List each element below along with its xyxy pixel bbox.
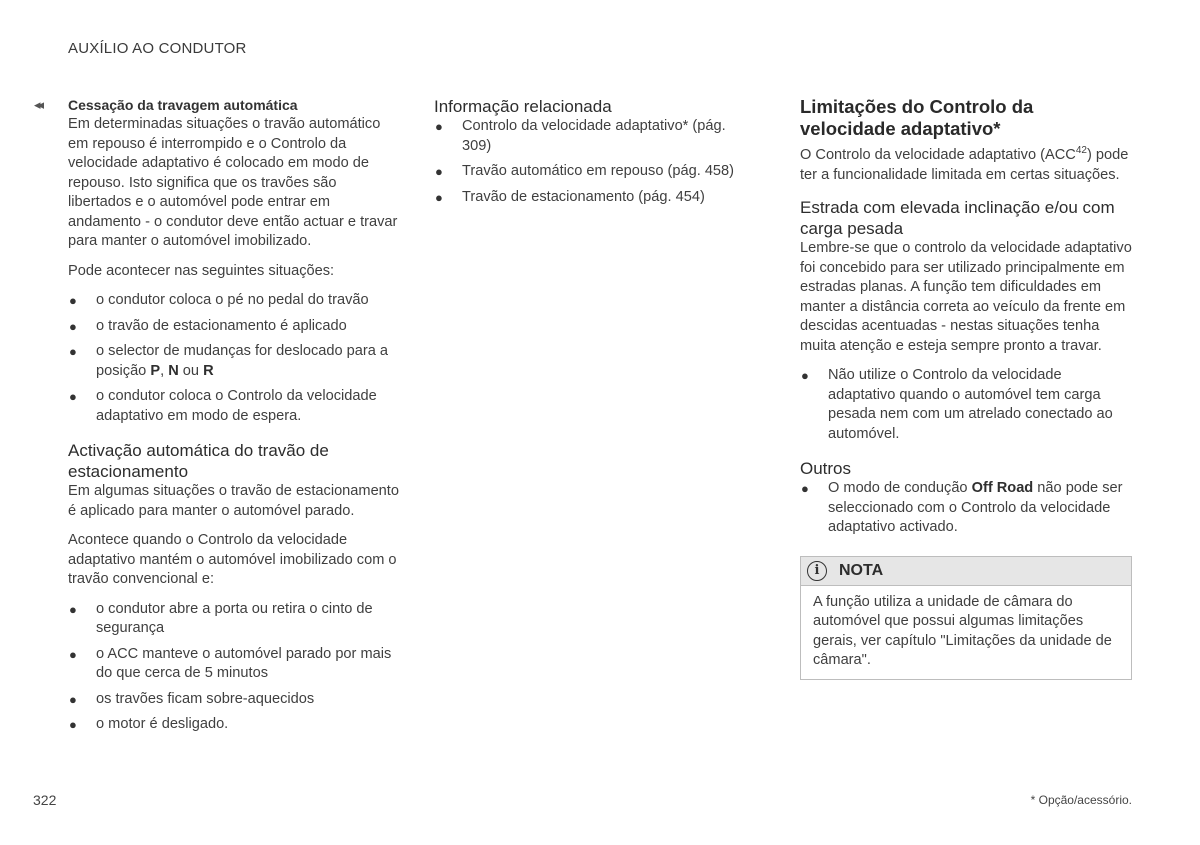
heading-slope-load: Estrada com elevada inclinação e/ou com carga pesada <box>800 198 1115 238</box>
bullet-icon: ● <box>69 717 77 732</box>
paragraph: O Controlo da velocidade adaptativo (ACC$^{42}$) pode ter a funcionalidade limitada em certas situações. <box>800 145 1129 183</box>
paragraph: Acontece quando o Controlo da velocidade adaptativo mantém o automóvel imobilizado com o travão convencional e: <box>68 532 397 587</box>
bullet-icon: ● <box>801 481 809 496</box>
heading-parking-brake: Activação automática do travão de estacionamento <box>68 441 329 481</box>
paragraph: Pode acontecer nas seguintes situações: <box>68 262 335 279</box>
note-title: NOTA <box>839 561 884 579</box>
list-item: ● o condutor coloca o pé no pedal do travão <box>68 291 403 311</box>
bullet-icon: ● <box>435 189 443 205</box>
list-item: ● os travões ficam sobre-aquecidos <box>68 690 403 710</box>
section-title-limitations: Limitações do Controlo da velocidade adaptativo* <box>800 96 1034 139</box>
list-item: ● o condutor abre a porta ou retira o cinto de segurança <box>69 600 373 636</box>
bullet-icon: ● <box>801 368 809 383</box>
list-item: ● O modo de condução Off Road não pode ser seleccionado com o Controlo da velocidade adaptativo activado. <box>801 480 1123 535</box>
bullet-icon: ● <box>435 119 443 134</box>
bullet-icon: ● <box>69 691 77 707</box>
note-header <box>801 557 1131 586</box>
condition-list <box>68 600 403 735</box>
bullet-icon: ● <box>69 344 77 359</box>
list-item: ● Não utilize o Controlo da velocidade adaptativo quando o automóvel tem carga pesada nem com um atrelado conectado ao automóvel. <box>801 367 1113 442</box>
note-body: A função utiliza a unidade de câmara do automóvel que possui algumas limitações gerais, ver capítulo "Limitações da unidade de câmara". <box>813 593 1112 668</box>
slope-list <box>800 366 1132 444</box>
column-left <box>68 96 403 745</box>
list-item: ● o motor é desligado. <box>68 715 403 735</box>
note-box <box>800 556 1132 680</box>
bullet-icon: ● <box>69 601 77 617</box>
heading-related-info: Informação relacionada <box>434 97 612 116</box>
related-link[interactable]: ● Controlo da velocidade adaptativo* (pág. 309) <box>435 118 726 154</box>
list-item: ● o condutor coloca o Controlo da velocidade adaptativo em modo de espera. <box>69 388 377 424</box>
list-item: ● o selector de mudanças for deslocado para a posição P, N ou R <box>69 343 389 379</box>
column-middle <box>434 96 754 217</box>
situation-list <box>68 291 403 426</box>
subheading-brake-release: Cessação da travagem automática <box>68 97 298 113</box>
related-link[interactable]: ● Travão automático em repouso (pág. 458) <box>434 162 754 182</box>
bullet-icon: ● <box>69 318 77 334</box>
back-arrow-icon[interactable]: ◂◂ <box>34 97 42 112</box>
page-header: AUXÍLIO AO CONDUTOR <box>68 40 247 57</box>
list-item: ● o ACC manteve o automóvel parado por mais do que cerca de 5 minutos <box>69 645 392 681</box>
related-links-list <box>434 117 754 207</box>
page-number: 322 <box>33 792 57 808</box>
paragraph: Em determinadas situações o travão automático em repouso é interrompido e o Controlo da velocidade adaptativo é colocado em modo de repouso. Isto significa que os travões são libertados e o automóvel pode entrar em andamento - o condutor deve então actuar e travar para manter o automóvel imobilizado. <box>68 116 398 249</box>
info-icon: i <box>807 561 827 581</box>
bullet-icon: ● <box>435 164 443 179</box>
paragraph: Lembre-se que o controlo da velocidade adaptativo foi concebido para ser utilizado principalmente em estradas planas. A função tem dificuldades em manter a distância correta ao veículo da frente em descidas acentuadas - nestas situações tenha muita atenção e esteja sempre pronto a travar. <box>800 240 1132 354</box>
column-right <box>800 96 1132 680</box>
bullet-icon: ● <box>69 646 77 662</box>
bullet-icon: ● <box>69 293 77 308</box>
list-item: ● o travão de estacionamento é aplicado <box>68 317 403 337</box>
others-list <box>800 479 1132 538</box>
related-link[interactable]: ● Travão de estacionamento (pág. 454) <box>434 188 754 208</box>
heading-others: Outros <box>800 459 852 478</box>
paragraph: Em algumas situações o travão de estacionamento é aplicado para manter o automóvel parado. <box>68 483 399 519</box>
bullet-icon: ● <box>69 389 77 404</box>
footnote: * Opção/acessório. <box>1030 793 1132 807</box>
